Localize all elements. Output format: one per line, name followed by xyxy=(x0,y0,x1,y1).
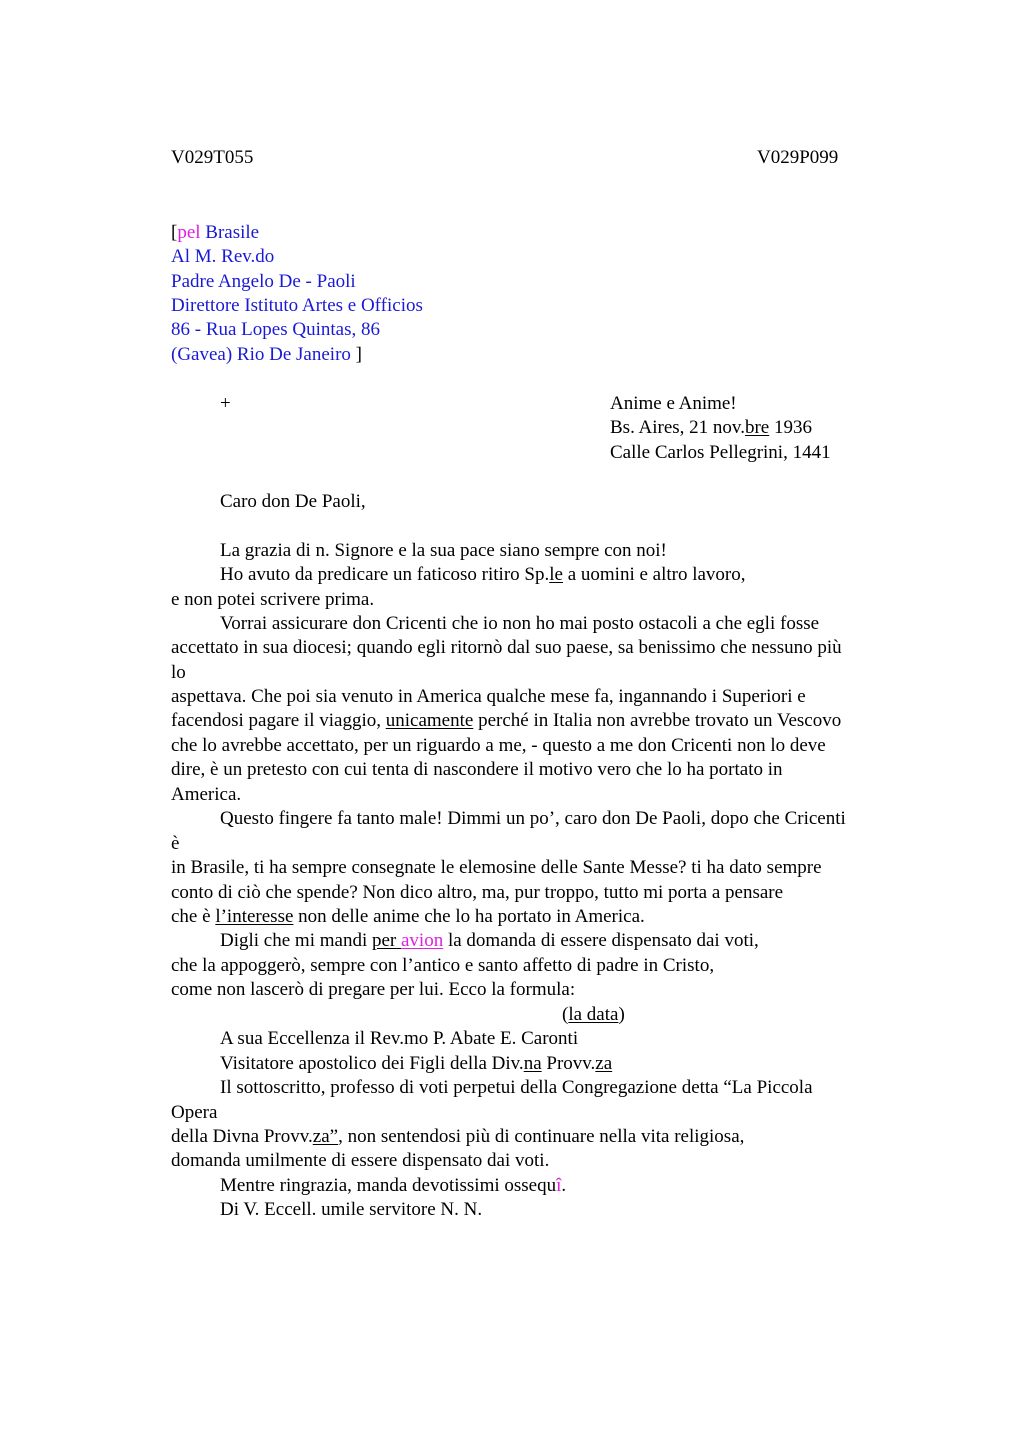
body-line: che lo avrebbe accettato, per un riguardo a me, - questo a me don Cricenti non lo deve xyxy=(171,735,826,756)
formula-line: domanda umilmente di essere dispensato dai voti. xyxy=(171,1150,550,1171)
address-line-6 xyxy=(171,343,362,368)
street-line: Calle Carlos Pellegrini, 1441 xyxy=(610,442,831,463)
body-line: America. xyxy=(171,784,242,805)
address-line-4: Direttore Istituto Artes e Officios xyxy=(171,295,423,316)
body-line: che è l’interesse non delle anime che lo ha portato in America. xyxy=(171,906,645,927)
pel-word: pel xyxy=(177,222,201,243)
formula-line: Mentre ringrazia, manda devotissimi ossequî. xyxy=(220,1175,567,1196)
doc-code-right: V029P099 xyxy=(757,147,839,168)
body-line: La grazia di n. Signore e la sua pace siano sempre con noi! xyxy=(220,540,667,561)
address-line-3: Padre Angelo De - Paoli xyxy=(171,271,356,292)
brasile-word: Brasile xyxy=(200,222,260,243)
body-line: dire, è un pretesto con cui tenta di nascondere il motivo vero che lo ha portato in xyxy=(171,759,783,780)
address-line-5: 86 - Rua Lopes Quintas, 86 xyxy=(171,319,380,340)
body-line: conto di ciò che spende? Non dico altro, ma, pur troppo, tutto mi porta a pensare xyxy=(171,882,784,903)
body-line: in Brasile, ti ha sempre consegnate le elemosine delle Sante Messe? ti ha dato sempre xyxy=(171,857,822,878)
formula-line: Il sottoscritto, professo di voti perpetui della Congregazione detta “La Piccola xyxy=(220,1077,813,1098)
body-line: facendosi pagare il viaggio, unicamente perché in Italia non avrebbe trovato un Vescovo xyxy=(171,710,842,731)
body-line: Questo fingere fa tanto male! Dimmi un po’, caro don De Paoli, dopo che Cricenti xyxy=(220,808,846,829)
bracket-close: ] xyxy=(350,344,362,365)
body-line: Vorrai assicurare don Cricenti che io non ho mai posto ostacoli a che egli fosse xyxy=(220,613,820,634)
bracket-open: [ xyxy=(171,222,178,243)
formula-date: (la data) xyxy=(562,1004,625,1025)
body-line: aspettava. Che poi sia venuto in America qualche mese fa, ingannando i Superiori e xyxy=(171,686,806,707)
address-line-2: Al M. Rev.do xyxy=(171,246,275,267)
formula-line: A sua Eccellenza il Rev.mo P. Abate E. Caronti xyxy=(220,1028,579,1049)
address-line-1 xyxy=(171,221,259,246)
body-line: che la appoggerò, sempre con l’antico e santo affetto di padre in Cristo, xyxy=(171,955,715,976)
formula-line: Opera xyxy=(171,1102,218,1123)
body-line: accettato in sua diocesi; quando egli ritornò dal suo paese, sa benissimo che nessuno più xyxy=(171,637,842,658)
formula-line: Visitatore apostolico dei Figli della Div.na Provv.za xyxy=(220,1053,613,1074)
salutation: Caro don De Paoli, xyxy=(220,491,366,512)
body-line: lo xyxy=(171,662,186,683)
signature-line: Di V. Eccell. umile servitore N. N. xyxy=(220,1199,483,1220)
body-line: e non potei scrivere prima. xyxy=(171,589,375,610)
address-city: (Gavea) Rio De Janeiro xyxy=(171,344,351,365)
cross-symbol: + xyxy=(220,393,231,414)
motto: Anime e Anime! xyxy=(610,393,737,414)
doc-code-left: V029T055 xyxy=(171,147,254,168)
formula-line: della Divna Provv.za”, non sentendosi più di continuare nella vita religiosa, xyxy=(171,1126,745,1147)
body-line: è xyxy=(171,833,180,854)
date-line: Bs. Aires, 21 nov.bre 1936 xyxy=(610,417,812,438)
body-line: Ho avuto da predicare un faticoso ritiro Sp.le a uomini e altro lavoro, xyxy=(220,564,746,585)
body-line: Digli che mi mandi per avion la domanda di essere dispensato dai voti, xyxy=(220,930,759,951)
body-line: come non lascerò di pregare per lui. Ecco la formula: xyxy=(171,979,576,1000)
